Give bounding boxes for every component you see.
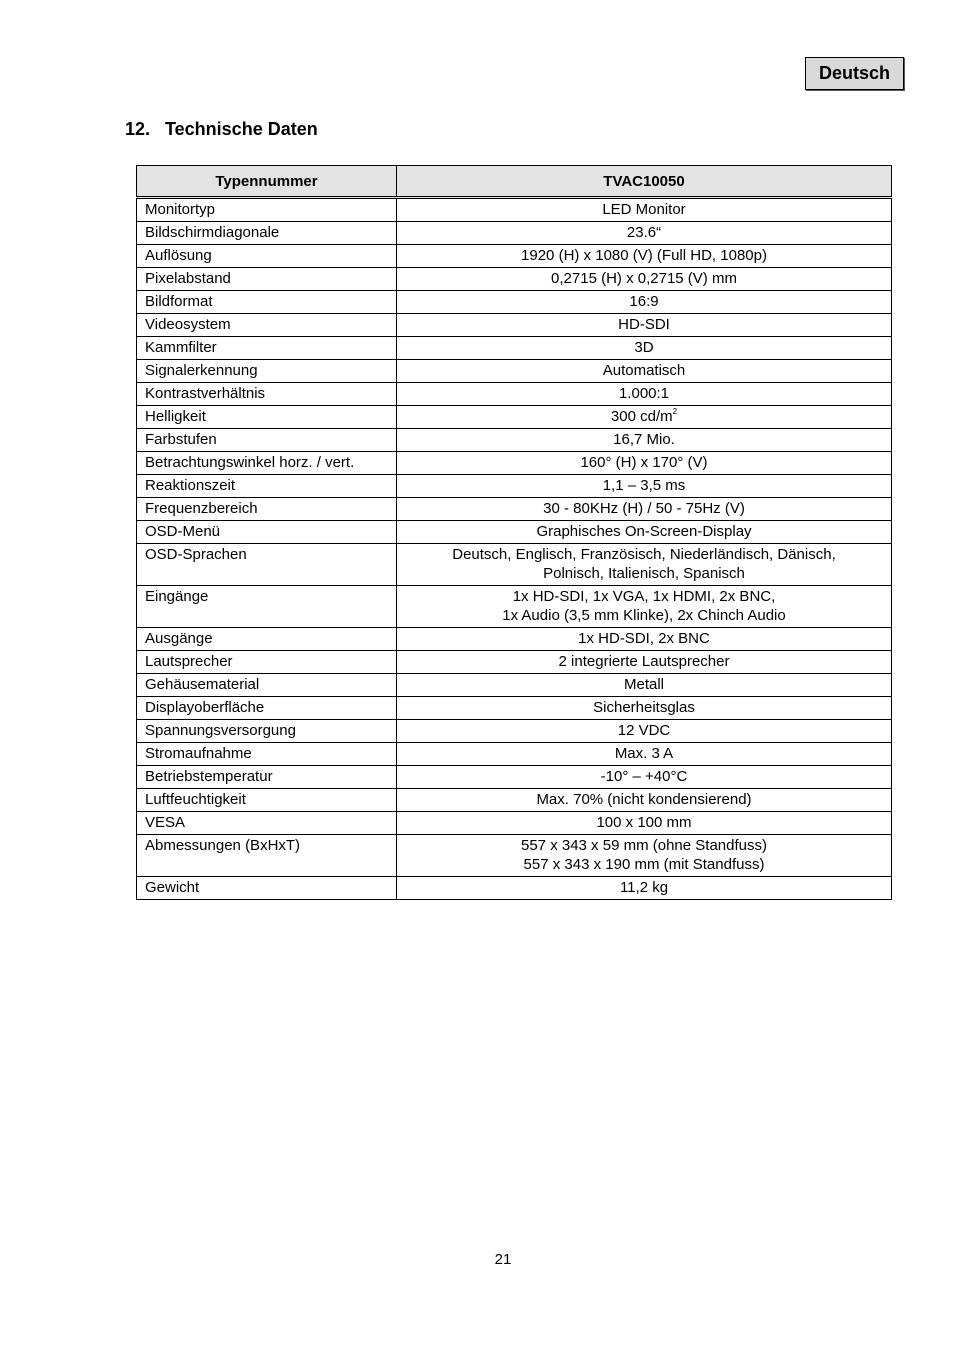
table-row [137,245,892,268]
spec-value-line [405,836,883,855]
spec-value-line [405,744,883,763]
spec-value-line [405,790,883,809]
spec-value-text: Sicherheitsglas [593,699,695,716]
spec-label: Frequenzbereich [137,498,397,521]
spec-value-text: 160° (H) x 170° (V) [580,454,708,471]
spec-value [397,452,892,475]
spec-value-text: HD-SDI [618,316,670,333]
spec-value-line [405,587,883,606]
spec-value [397,789,892,812]
spec-value [397,498,892,521]
spec-value-text: 1x HD-SDI, 2x BNC [578,630,710,647]
spec-value-line [405,338,883,357]
spec-value-text: 300 cd/m [610,408,673,425]
spec-value-superscript: 2 [672,407,678,416]
spec-label: Stromaufnahme [137,743,397,766]
table-row [137,586,892,628]
spec-value-text: 1x HD-SDI, 1x VGA, 1x HDMI, 2x BNC, [512,588,776,605]
table-row [137,314,892,337]
spec-value-line [405,407,883,426]
spec-value [397,360,892,383]
spec-value-text: 11,2 kg [619,879,669,896]
spec-label: Pixelabstand [137,268,397,291]
table-row [137,766,892,789]
spec-label: Auflösung [137,245,397,268]
spec-value [397,812,892,835]
table-row [137,406,892,429]
table-row [137,521,892,544]
spec-value [397,291,892,314]
spec-table [136,165,892,900]
table-row [137,544,892,586]
spec-label: Kammfilter [137,337,397,360]
spec-label: Eingänge [137,586,397,628]
spec-value-text: 1,1 – 3,5 ms [602,477,686,494]
header-value-cell: TVAC10050 [397,166,892,198]
spec-value-text: 30 - 80KHz (H) / 50 - 75Hz (V) [543,500,745,517]
spec-label: Ausgänge [137,628,397,651]
table-row [137,360,892,383]
page-number: 21 [494,1251,512,1268]
section-title-text: Technische Daten [165,119,318,139]
table-row [137,743,892,766]
spec-value-line [405,606,883,625]
spec-value-line [405,315,883,334]
spec-label: Gehäusematerial [137,674,397,697]
spec-label: OSD-Menü [137,521,397,544]
table-row [137,291,892,314]
spec-value [397,586,892,628]
table-row [137,628,892,651]
spec-value-text: -10° – +40°C [600,768,688,785]
spec-value-line [405,698,883,717]
spec-value-text: 16:9 [629,293,659,310]
spec-value [397,628,892,651]
spec-value [397,429,892,452]
spec-value-line [405,545,883,564]
table-row [137,877,892,900]
spec-value [397,383,892,406]
spec-value-text: 23.6“ [626,224,662,241]
spec-value-line [405,292,883,311]
spec-label: Signalerkennung [137,360,397,383]
spec-label: Videosystem [137,314,397,337]
spec-value-text: Automatisch [602,362,686,379]
spec-value [397,475,892,498]
spec-value-text: Deutsch, Englisch, Französisch, Niederländisch, Dänisch, [452,546,836,563]
spec-value-text: 0,2715 (H) x 0,2715 (V) mm [551,270,737,287]
spec-value [397,222,892,245]
spec-value-line [405,629,883,648]
spec-value [397,766,892,789]
spec-value [397,406,892,429]
spec-label: Spannungsversorgung [137,720,397,743]
spec-value-text: 557 x 343 x 59 mm (ohne Standfuss) [521,837,767,854]
spec-value-text: 557 x 343 x 190 mm (mit Standfuss) [523,856,765,873]
spec-value-line [405,564,883,583]
spec-value-text: 16,7 Mio. [613,431,675,448]
spec-value-line [405,855,883,874]
spec-value [397,268,892,291]
table-row [137,812,892,835]
spec-value-text: 12 VDC [617,722,671,739]
spec-value-text: 1.000:1 [618,385,670,402]
spec-value-line [405,453,883,472]
spec-value [397,743,892,766]
spec-label: Kontrastverhältnis [137,383,397,406]
spec-value-line [405,384,883,403]
spec-label: Luftfeuchtigkeit [137,789,397,812]
spec-value-line [405,223,883,242]
header-label-cell: Typennummer [137,166,397,198]
table-row [137,498,892,521]
table-row [137,452,892,475]
table-row [137,383,892,406]
spec-value-line [405,813,883,832]
spec-value-line [405,878,883,897]
table-row [137,651,892,674]
table-row [137,222,892,245]
table-row [137,789,892,812]
spec-value [397,198,892,222]
table-row [137,697,892,720]
spec-label: Reaktionszeit [137,475,397,498]
spec-value-line [405,200,883,219]
spec-value-text: Polnisch, Italienisch, Spanisch [543,565,745,582]
spec-value [397,877,892,900]
table-row [137,198,892,222]
table-row [137,475,892,498]
spec-value [397,314,892,337]
spec-label: OSD-Sprachen [137,544,397,586]
spec-label: Bildschirmdiagonale [137,222,397,245]
table-row [137,720,892,743]
spec-label: VESA [137,812,397,835]
spec-value-line [405,499,883,518]
language-badge: Deutsch [805,57,904,90]
spec-value [397,720,892,743]
spec-value-line [405,246,883,265]
spec-value [397,337,892,360]
spec-label: Gewicht [137,877,397,900]
spec-value-line [405,361,883,380]
spec-value [397,245,892,268]
spec-value-text: 3D [634,339,654,356]
spec-label: Abmessungen (BxHxT) [137,835,397,877]
spec-value [397,835,892,877]
spec-value [397,521,892,544]
spec-value [397,674,892,697]
spec-label: Betriebstemperatur [137,766,397,789]
spec-value [397,651,892,674]
spec-value-text: Max. 70% (nicht kondensierend) [536,791,752,808]
spec-value-line [405,767,883,786]
spec-value-text: Max. 3 A [614,745,674,762]
spec-label: Lautsprecher [137,651,397,674]
table-row [137,337,892,360]
spec-value-line [405,476,883,495]
spec-label: Farbstufen [137,429,397,452]
table-row [137,268,892,291]
spec-value-text: Graphisches On-Screen-Display [536,523,752,540]
spec-value-text: Metall [623,676,664,693]
spec-value-line [405,721,883,740]
spec-value-text: LED Monitor [602,201,686,218]
spec-value-text: 1920 (H) x 1080 (V) (Full HD, 1080p) [521,247,767,264]
spec-value-line [405,652,883,671]
spec-value-line [405,269,883,288]
table-row [137,835,892,877]
spec-label: Bildformat [137,291,397,314]
spec-label: Helligkeit [137,406,397,429]
spec-value [397,544,892,586]
spec-value-text: 2 integrierte Lautsprecher [558,653,730,670]
section-number: 12. [125,119,151,139]
spec-label: Monitortyp [137,198,397,222]
spec-value-line [405,430,883,449]
spec-value-text: 100 x 100 mm [596,814,692,831]
spec-value-line [405,675,883,694]
spec-value-line [405,522,883,541]
spec-table-header-row [137,166,892,198]
spec-value-text: 1x Audio (3,5 mm Klinke), 2x Chinch Audio [502,607,786,624]
spec-label: Displayoberfläche [137,697,397,720]
table-row [137,429,892,452]
table-row [137,674,892,697]
section-title [125,119,318,140]
spec-value [397,697,892,720]
spec-table-body [137,198,892,900]
spec-label: Betrachtungswinkel horz. / vert. [137,452,397,475]
